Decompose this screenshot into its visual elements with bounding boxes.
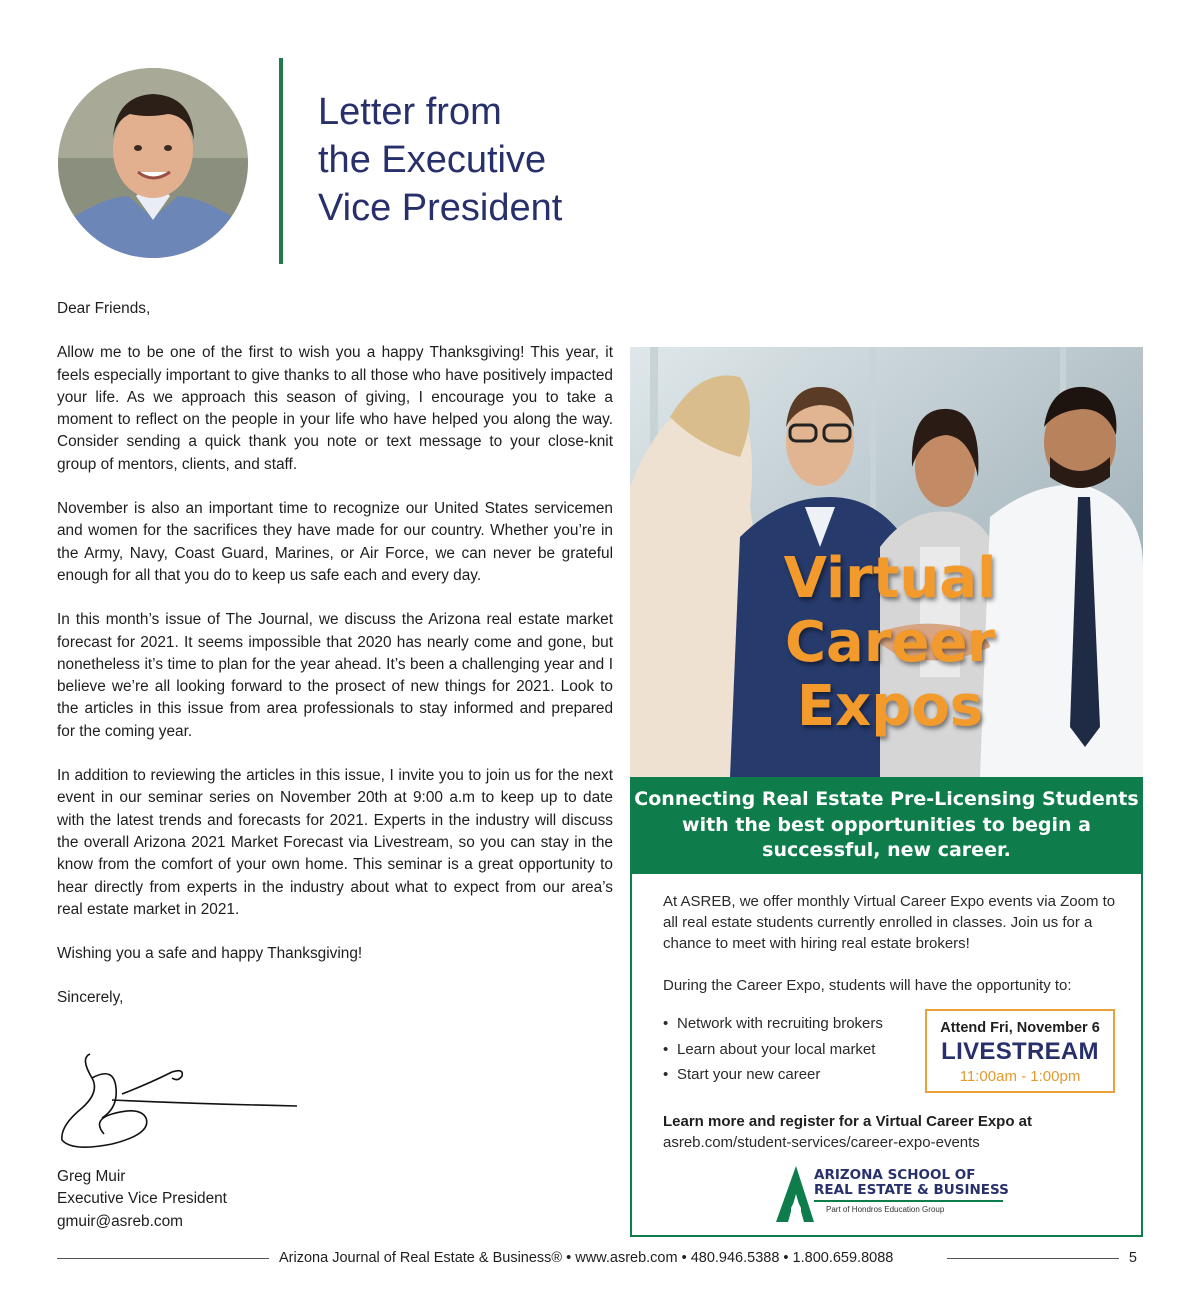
signer-title: Executive Vice President: [57, 1190, 227, 1208]
page-footer: [57, 1248, 1143, 1270]
paragraph: In this month’s issue of The Journal, we discuss the Arizona real estate market forecast for 2021. It seems impossible that 2020 has nearly come and gone, but nonetheless it’s time to plan for the year ahead. It’s been a challenging year and I believe we’re all looking forward to the prosect of new things for 2021. Look to the articles in this issue from area professionals to stay informed and prepared for the coming year.: [57, 611, 613, 740]
tagline-line: successful, new career.: [762, 839, 1011, 861]
letter-body: [57, 298, 613, 1032]
livestream-label: LIVESTREAM: [941, 1038, 1099, 1065]
list-item: • Network with recruiting brokers: [663, 1011, 923, 1037]
title-line: the Executive: [318, 139, 547, 181]
closing: Sincerely,: [57, 989, 124, 1007]
signer-name: Greg Muir: [57, 1168, 126, 1185]
register-link[interactable]: asreb.com/student-services/career-expo-events: [663, 1134, 980, 1151]
footer-rule-right: [947, 1258, 1119, 1259]
signer-email[interactable]: gmuir@asreb.com: [57, 1212, 183, 1230]
ad-during: During the Career Expo, students will have the opportunity to:: [663, 977, 1072, 994]
career-expo-ad: [630, 347, 1143, 1237]
man-portrait-icon: [58, 68, 248, 258]
asreb-logo: [774, 1164, 1014, 1226]
page-title: [318, 88, 738, 232]
logo-line: REAL ESTATE & BUSINESS: [814, 1182, 1009, 1198]
list-item: • Learn about your local market: [663, 1037, 923, 1063]
author-photo: [58, 68, 248, 258]
ad-photo: [630, 347, 1143, 777]
register-heading: Learn more and register for a Virtual Career Expo at: [663, 1113, 1033, 1130]
tagline-line: with the best opportunities to begin a: [682, 813, 1091, 836]
ad-details-box: [630, 874, 1143, 1237]
attend-date: Attend Fri, November 6: [940, 1020, 1100, 1036]
expo-title: [780, 547, 1000, 739]
handwritten-signature: [52, 1048, 302, 1152]
list-item: • Start your new career: [663, 1062, 923, 1088]
paragraph: November is also an important time to recognize our United States servicemen and women for the sacrifices they have made for our country. Whether you’re in the Army, Navy, Coast Guard, Marines, or Air Force, we can never be grateful enough for all that you do to keep us safe each and every day.: [57, 500, 613, 584]
logo-line: ARIZONA SCHOOL OF: [814, 1167, 976, 1183]
asreb-logo-icon: [774, 1164, 814, 1224]
title-line: Letter from: [318, 91, 502, 133]
livestream-callout: [925, 1009, 1115, 1093]
register-info: [663, 1111, 1133, 1153]
expo-title-line: Career: [784, 610, 996, 675]
ad-tagline-band: [630, 777, 1143, 874]
opportunity-list: [663, 1011, 923, 1088]
paragraph: In addition to reviewing the articles in this issue, I invite you to join us for the next event in our seminar series on November 20th at 9:00 a.m to keep up to date with the latest trends and forecasts for 2021. Experts in the industry will discuss the overall Arizona 2021 Market Forecast via Livestream, so you can stay in the know from the comfort of your own home. This seminar is a great opportunity to hear directly from experts in the industry about what to expect from our area’s real estate market in 2021.: [57, 767, 613, 918]
title-line: Vice President: [318, 187, 563, 229]
footer-text: Arizona Journal of Real Estate & Business® • www.asreb.com • 480.946.5388 • 1.800.659.8088: [279, 1250, 894, 1266]
expo-title-line: Virtual: [783, 546, 997, 611]
signer-block: [57, 1166, 227, 1233]
footer-rule-left: [57, 1258, 269, 1259]
paragraph: Wishing you a safe and happy Thanksgiving!: [57, 945, 363, 963]
logo-rule: [814, 1200, 1003, 1202]
salutation: Dear Friends,: [57, 300, 151, 317]
header-divider: [279, 58, 283, 264]
logo-subtitle: Part of Hondros Education Group: [826, 1205, 945, 1214]
page-number: 5: [1128, 1250, 1137, 1266]
logo-text: [814, 1168, 1009, 1198]
ad-intro: At ASREB, we offer monthly Virtual Career Expo events via Zoom to all real estate students currently enrolled in classes. Join us for a chance to meet with hiring real estate brokers!: [663, 893, 1116, 952]
paragraph: Allow me to be one of the first to wish you a happy Thanksgiving! This year, it feels especially important to give thanks to all those who have positively impacted your life. As we approach this season of giving, I encourage you to take a moment to reflect on the people in your life who have helped you along the way. Consider sending a quick thank you note or text message to your close-knit group of mentors, clients, and staff.: [57, 344, 613, 473]
expo-title-line: Expos: [796, 674, 984, 739]
tagline-line: Connecting Real Estate Pre-Licensing Students: [634, 788, 1139, 810]
attend-time: 11:00am - 1:00pm: [959, 1068, 1081, 1085]
